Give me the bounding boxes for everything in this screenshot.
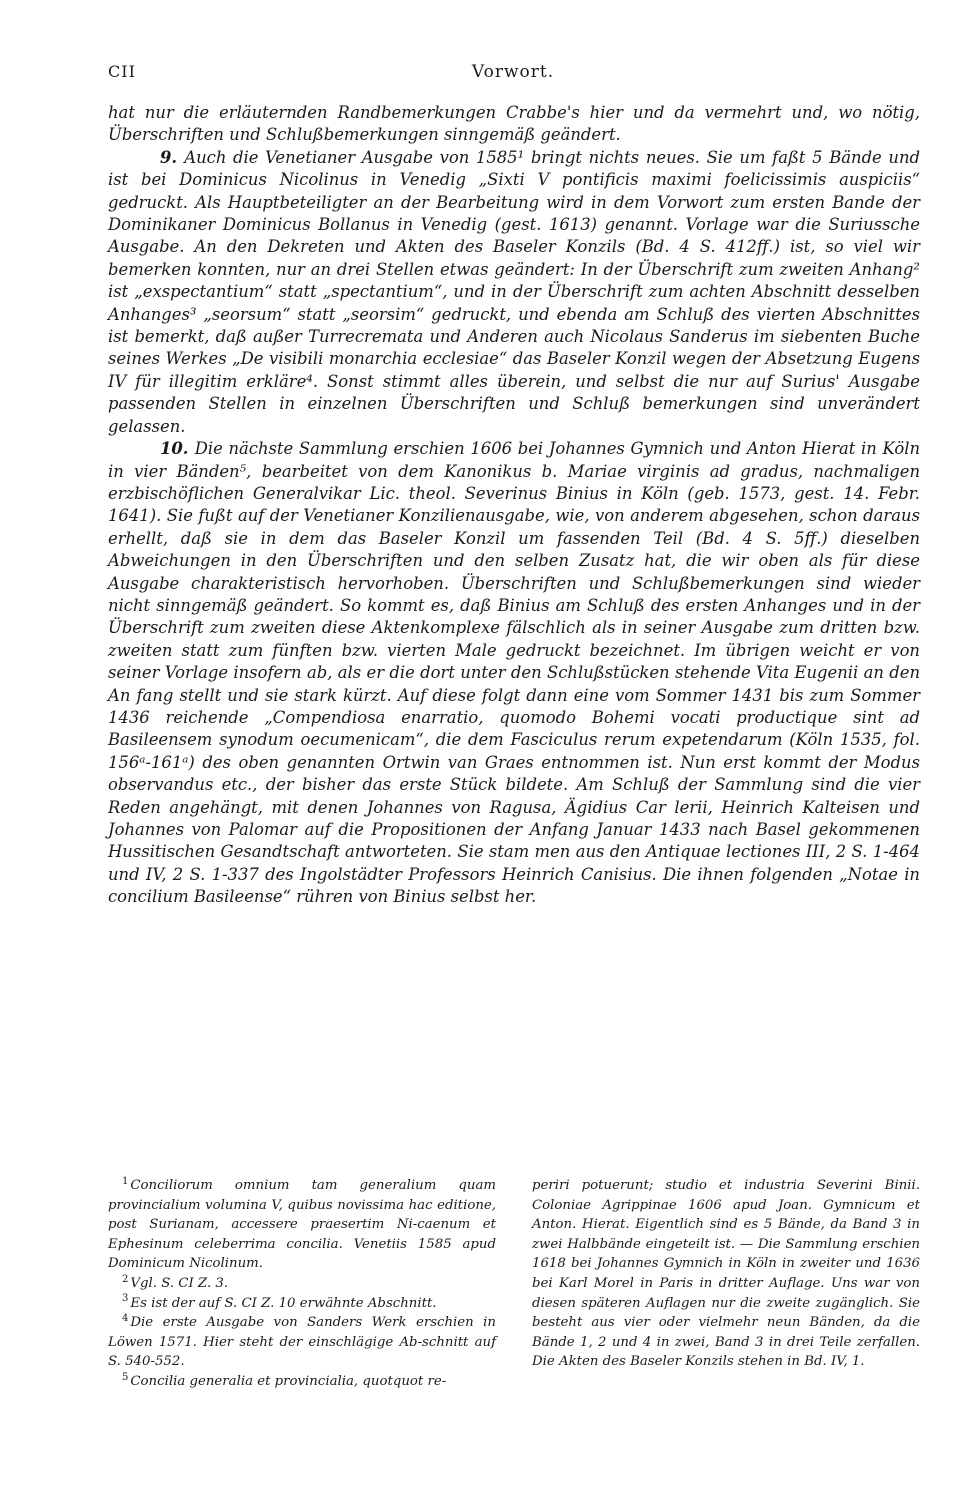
footnote-text: Vgl. S. CI Z. 3. (130, 1275, 229, 1291)
footnote-number: 2 (122, 1273, 129, 1285)
text-line: ad Basileensem synodum oecumenicam“, die dem Fasciculus rerum expetendarum (Köln (108, 707, 920, 750)
text-line: Professors Heinrich Canisius. Die ihnen folgenden „Notae in concilium Basileense“ (108, 864, 920, 907)
text-line: Stellen etwas geändert: In der Überschrift zum zweiten Anhang² ist „exspectantium“ (108, 259, 920, 302)
footnote-5 (108, 1372, 496, 1392)
text-line: Buche seines Werkes „De visibili monarchia ecclesiae“ das Baseler Konzil wegen der (108, 327, 921, 369)
footnote-2 (108, 1274, 496, 1294)
footnotes-right-column (532, 1176, 920, 1392)
text-line: nur auf Surius' Ausgabe passenden Stellen in einzelnen Überschriften und Schluß (108, 371, 921, 414)
footnotes-left-column (108, 1176, 496, 1392)
text-line: Absetzung Eugens IV für illegitim erkläre⁴. Sonst stimmt alles überein, und selbst die (108, 349, 920, 391)
text-line: des Baseler Konzils (Bd. 4 S. 412ff.) ist, so viel wir bemerken konnten, nur an drei (108, 237, 920, 279)
footnote-text: Es ist der auf S. CI Z. 10 erwähnte Abschnitt. (130, 1295, 437, 1311)
text-line: hat nur die erläuternden Randbemerkungen Crabbe's hier und da vermehrt und, wo nötig, (108, 103, 920, 122)
text-line: selben Zusatz hat, die wir oben als für diese Ausgabe charakteristisch hervorhoben. (108, 551, 920, 593)
text-line: 1535, fol. 156ᵃ-161ᵃ) des oben genannten Ortwin van Graes entnommen ist. Nun erst (108, 730, 920, 772)
footnote-5-continuation: periri potuerunt; studio et industria Severini Binii. Coloniae Agrippinae 1606 apud Joan. Gymnicum et Anton. Hierat. Eigentlich sind es 5 Bände, da Band 3 in zwei Halbbände eingeteilt ist. — Die Sammlung erschien 1618 bei Johannes Gymnich in Köln in zweiter und 1636 bei Karl Morel in Paris in dritter Auflage. Uns war von diesen späteren Auflagen nur die zweite zugänglich. Sie besteht aus vier oder vielmehr neun Bänden, da die Bände 1, 2 und 4 in zwei, Band 3 in drei Teile zerfallen. Die Akten des Baseler Konzils stehen in Bd. IV, 1. (532, 1178, 920, 1370)
text-line: wie, von anderem abgesehen, schon daraus erhellt, daß sie in dem das Baseler Konzil um (108, 506, 921, 548)
text-line: 1613) genannt. Vorlage war die Suriussche Ausgabe. An den Dekreten und Akten (108, 215, 920, 257)
text-line: rühren von Binius selbst her. (296, 887, 537, 907)
section-number: 9. (160, 147, 185, 167)
footnote-text: Conciliorum omnium tam generalium quam provincialium volumina V, quibus novissima hac editione, post Surianam, accessere praesertim Ni-caenum et Ephesinum celeberrima concilia. Venetiis 1585 apud Dominicum Nicolinum. (108, 1178, 496, 1272)
text-line: Sammlung sind die vier Reden angehängt, mit denen Johannes von Ragusa, Ägidius Car (108, 775, 920, 817)
footnote-3 (108, 1294, 496, 1314)
text-line: fassenden Teil (Bd. 4 S. 5ff.) dieselben Abweichungen in den Überschriften und den (108, 528, 920, 571)
text-line: Sommer 1436 reichende „Compendiosa enarratio, quomodo Bohemi vocati productique sint (108, 685, 920, 727)
text-line: Die nächste Sammlung erschien 1606 bei Johannes Gymnich und Anton (194, 439, 802, 459)
text-line: kommt der Modus observandus etc., der bisher das erste Stück bildete. Am Schluß der (108, 752, 921, 795)
text-line: Köln (geb. 1573, gest. 14. Febr. 1641). Sie fußt auf der Venetianer Konzilienausgabe, (108, 483, 920, 526)
text-line: Hierat in Köln in vier Bänden⁵, bearbeitet von dem Kanonikus b. Mariae virginis ad (108, 439, 920, 481)
paragraph-10 (108, 438, 920, 909)
footnote-1 (108, 1176, 496, 1274)
text-line: diese Aktenkomplexe fälschlich als in seiner Ausgabe zum dritten bzw. zweiten statt zum (108, 618, 920, 660)
text-line: bemerkungen sind unverändert gelassen. (108, 394, 920, 436)
footnote-text: Die erste Ausgabe von Sanders Werk erschien in Löwen 1571. Hier steht der einschlägige Ab-schnitt auf S. 540-552. (108, 1315, 496, 1370)
page-number: CII (108, 62, 136, 81)
text-line: fang stellt und sie stark kürzt. Auf diese folgt dann eine vom Sommer 1431 bis zum (136, 685, 851, 705)
text-line: men aus den Antiquae lectiones III, 2 S. 1-464 und IV, 2 S. 1-337 des Ingolstädter (108, 842, 920, 884)
text-line: Überschriften und Schlußbemerkungen sinngemäß geändert. (108, 125, 621, 145)
text-line: gradus, nachmaligen erzbischöflichen Generalvikar Lic. theol. Severinus Binius in (108, 461, 920, 503)
running-title: Vorwort. (471, 62, 555, 82)
page-header (108, 62, 918, 88)
footnote-number: 1 (122, 1175, 129, 1187)
footnote-text: Concilia generalia et provincialia, quotquot re- (130, 1373, 447, 1389)
text-line: foelicissimis auspiciis“ gedruckt. Als Hauptbeteiligter an der Bearbeitung wird in dem (108, 170, 920, 212)
text-line: es, daß Binius am Schluß des ersten Anhanges und in der Überschrift zum zweiten (108, 595, 920, 638)
text-line: statt „spectantium“, und in der Überschrift zum achten Abschnitt desselben Anhanges³ (108, 282, 920, 324)
text-line: fünften bzw. vierten Male gedruckt bezeichnet. Im übrigen weicht er von seiner Vorlage (108, 640, 920, 683)
main-text (108, 102, 920, 909)
text-line: insofern ab, als er die dort unter den Schlußstücken stehende Vita Eugenii an den An (108, 663, 920, 705)
paragraph-9 (108, 147, 920, 438)
paragraph-continuation (108, 102, 920, 147)
footnote-number: 4 (122, 1312, 129, 1324)
text-line: Überschriften und Schlußbemerkungen sind wieder nicht sinngemäß geändert. So kommt (108, 573, 920, 615)
text-line: Januar 1433 nach Basel gekommenen Hussitischen Gesandtschaft antworteten. Sie stam (108, 820, 920, 862)
section-number: 10. (160, 439, 195, 459)
text-line: bemerkt, daß außer Turrecremata und Anderen auch Nicolaus Sanderus im siebenten (134, 327, 868, 347)
footnote-4 (108, 1313, 496, 1372)
text-line: Auch die Venetianer Ausgabe von 1585¹ bringt nichts neues. Sie um (184, 147, 766, 167)
text-line: „seorsum“ statt „seorsim“ gedruckt, und ebenda am Schluß des vierten Abschnittes ist (108, 304, 920, 347)
text-line: Vorwort zum ersten Bande der Dominikaner Dominicus Bollanus in Venedig (gest. (108, 192, 920, 235)
text-line: faßt 5 Bände und ist bei Dominicus Nicolinus in Venedig „Sixti V pontificis maximi (108, 147, 920, 190)
text-line: lerii, Heinrich Kalteisen und Johannes von Palomar auf die Propositionen der Anfang (108, 797, 920, 839)
footnotes (108, 1176, 920, 1392)
footnote-number: 5 (122, 1371, 129, 1383)
footnote-number: 3 (122, 1293, 129, 1305)
